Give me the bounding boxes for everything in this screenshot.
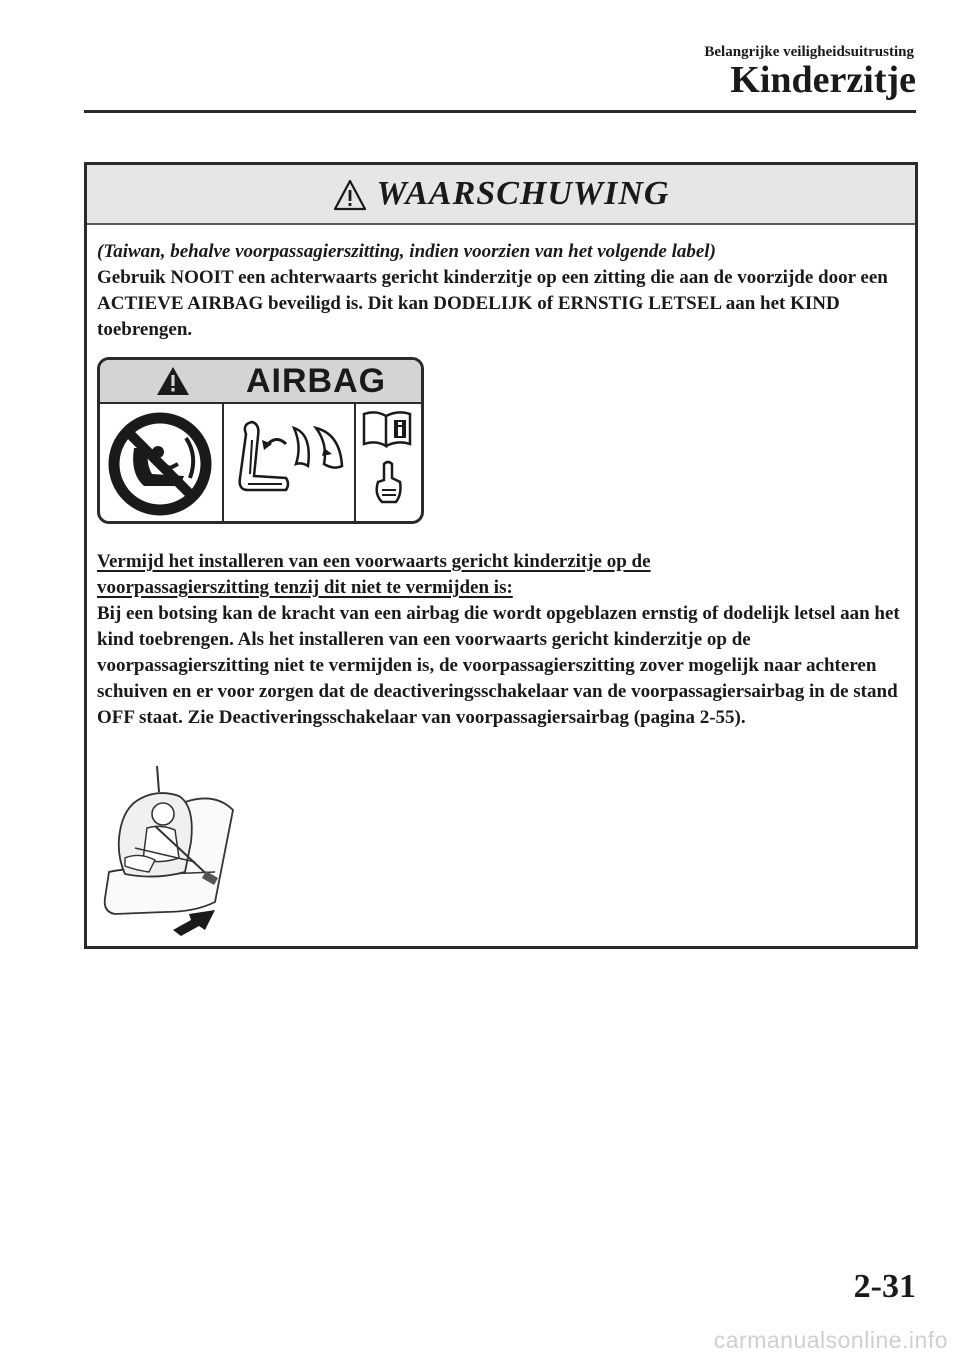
airbag-deploy-seat-icon — [224, 404, 354, 521]
read-manual-icon — [356, 404, 421, 521]
airbag-label-text: AIRBAG — [246, 362, 387, 400]
airbag-warning-label — [97, 357, 424, 524]
warning-paragraph-1-body: Gebruik NOOIT een achterwaarts gericht kinderzitje op een zitting die aan de voorzijde door een ACTIEVE AIRBAG beveiligd is. Dit kan DODELIJK of ERNSTIG LETSEL aan het KIND toebrengen. — [97, 267, 888, 340]
no-rear-facing-child-seat-icon — [100, 404, 222, 521]
forward-facing-child-seat-icon — [95, 762, 235, 937]
warning-header — [87, 165, 915, 225]
forward-facing-warning-line-1: Vermijd het installeren van een voorwaarts gericht kinderzitje op de — [97, 551, 651, 572]
warning-triangle-icon — [156, 366, 190, 396]
forward-facing-warning-line-2: voorpassagierszitting tenzij dit niet te vermijden is: — [97, 577, 513, 598]
warning-triangle-icon — [333, 179, 367, 211]
warning-box — [84, 162, 918, 949]
watermark: carmanualsonline.info — [713, 1327, 948, 1353]
warning-paragraph-3: Bij een botsing kan de kracht van een airbag die wordt opgeblazen ernstig of dodelijk letsel aan het kind toebrengen. Als het installeren van een voorwaarts gericht kinderzitje op de voorpassagierszitting niet te vermijden is, de voorpassagierszitting zover mogelijk naar achteren schuiven en er voor zorgen dat de deactiveringsschakelaar van de voorpassagiersairbag in de stand OFF staat. Zie Deactiveringsschakelaar van voorpassagiersairbag (pagina 2-55). — [97, 603, 900, 728]
warning-paragraph-1 — [97, 239, 907, 343]
section-header: Belangrijke veiligheidsuitrusting — [704, 44, 914, 60]
warning-paragraph-1-lead: (Taiwan, behalve voorpassagierszitting, indien voorzien van het volgende label) — [97, 241, 716, 262]
airbag-label-header — [100, 360, 421, 404]
header-divider — [84, 110, 916, 113]
page-number: 2-31 — [853, 1268, 916, 1305]
warning-title: WAARSCHUWING — [376, 175, 670, 212]
page-title: Kinderzitje — [730, 59, 916, 101]
